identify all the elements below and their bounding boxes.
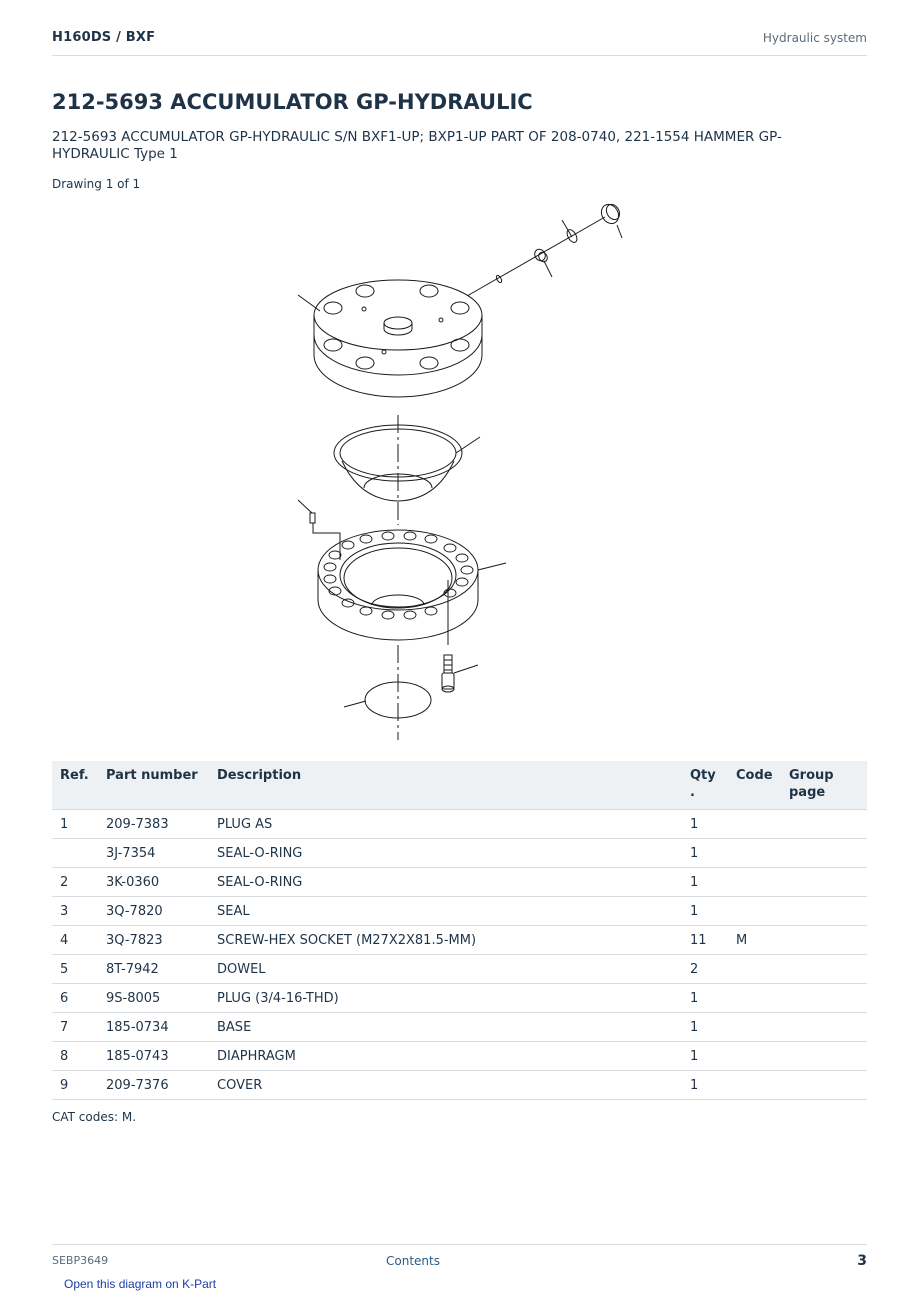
code-cell: [728, 839, 781, 868]
code-cell: M: [728, 926, 781, 955]
open-in-kpart-link[interactable]: Open this diagram on K-Part: [64, 1277, 217, 1291]
code-cell: [728, 984, 781, 1013]
ref-cell: 6: [52, 984, 98, 1013]
code-cell: [728, 868, 781, 897]
part-number-cell: 185-0734: [98, 1013, 209, 1042]
page-footer: [52, 1244, 867, 1274]
table-row: [52, 897, 867, 926]
group-page-cell: [781, 810, 867, 839]
part-number-cell: 185-0743: [98, 1042, 209, 1071]
code-cell: [728, 1071, 781, 1100]
description-cell: SCREW-HEX SOCKET (M27X2X81.5-MM): [209, 926, 682, 955]
ref-cell: 8: [52, 1042, 98, 1071]
group-page-cell: [781, 1042, 867, 1071]
ref-cell: 5: [52, 955, 98, 984]
col-qty-header: Qty .: [682, 761, 728, 810]
description-cell: SEAL-O-RING: [209, 839, 682, 868]
part-number-cell: 3K-0360: [98, 868, 209, 897]
page-number: 3: [857, 1253, 867, 1269]
description-cell: SEAL-O-RING: [209, 868, 682, 897]
document-id: SEBP3649: [52, 1254, 109, 1267]
part-number-cell: 9S-8005: [98, 984, 209, 1013]
code-cell: [728, 1013, 781, 1042]
col-part-number-header: Part number: [98, 761, 209, 810]
col-ref-header: Ref.: [52, 761, 98, 810]
col-code-header: Code: [728, 761, 781, 810]
contents-link[interactable]: Contents: [386, 1254, 440, 1268]
page-title: 212-5693 ACCUMULATOR GP-HYDRAULIC: [52, 90, 533, 114]
model-breadcrumb: H160DS / BXF: [52, 30, 156, 45]
group-page-cell: [781, 868, 867, 897]
section-label: Hydraulic system: [762, 31, 867, 45]
group-page-cell: [781, 897, 867, 926]
part-number-cell: 209-7376: [98, 1071, 209, 1100]
part-number-cell: 3Q-7820: [98, 897, 209, 926]
diaphragm-drawing: [334, 425, 480, 501]
qty-cell: 1: [682, 1042, 728, 1071]
description-cell: DIAPHRAGM: [209, 1042, 682, 1071]
cover-drawing: [298, 280, 482, 397]
code-cell: [728, 1042, 781, 1071]
exploded-parts-diagram: [280, 195, 640, 745]
table-header-row: [52, 761, 867, 810]
ref-cell: 7: [52, 1013, 98, 1042]
qty-cell: 11: [682, 926, 728, 955]
part-number-cell: 8T-7942: [98, 955, 209, 984]
table-row: [52, 1071, 867, 1100]
qty-cell: 1: [682, 897, 728, 926]
description-cell: BASE: [209, 1013, 682, 1042]
qty-cell: 1: [682, 839, 728, 868]
table-row: [52, 1013, 867, 1042]
ref-cell: 9: [52, 1071, 98, 1100]
qty-cell: 1: [682, 1013, 728, 1042]
page-header: [52, 28, 867, 56]
qty-cell: 1: [682, 1071, 728, 1100]
table-row: [52, 868, 867, 897]
part-number-cell: 3J-7354: [98, 839, 209, 868]
description-cell: PLUG AS: [209, 810, 682, 839]
code-cell: [728, 810, 781, 839]
part-number-cell: 3Q-7823: [98, 926, 209, 955]
col-description-header: Description: [209, 761, 682, 810]
ref-cell: [52, 839, 98, 868]
group-page-cell: [781, 1071, 867, 1100]
description-cell: COVER: [209, 1071, 682, 1100]
description-cell: PLUG (3/4-16-THD): [209, 984, 682, 1013]
qty-cell: 1: [682, 984, 728, 1013]
group-page-cell: [781, 926, 867, 955]
group-page-cell: [781, 839, 867, 868]
ref-cell: 2: [52, 868, 98, 897]
parts-table: [52, 761, 867, 1100]
plug-assembly-drawing: [460, 201, 622, 300]
table-row: [52, 955, 867, 984]
code-cell: [728, 897, 781, 926]
ref-cell: 4: [52, 926, 98, 955]
base-drawing: [318, 530, 506, 640]
qty-cell: 1: [682, 810, 728, 839]
table-row: [52, 810, 867, 839]
description-cell: SEAL: [209, 897, 682, 926]
group-page-cell: [781, 955, 867, 984]
table-row: [52, 984, 867, 1013]
group-page-cell: [781, 1013, 867, 1042]
cat-codes-note: CAT codes: M.: [52, 1110, 137, 1124]
col-group-page-header: Group page: [781, 761, 867, 810]
description-cell: DOWEL: [209, 955, 682, 984]
qty-cell: 2: [682, 955, 728, 984]
table-row: [52, 1042, 867, 1071]
table-row: [52, 839, 867, 868]
qty-cell: 1: [682, 868, 728, 897]
part-number-cell: 209-7383: [98, 810, 209, 839]
ref-cell: 3: [52, 897, 98, 926]
seal-drawing: [344, 682, 431, 718]
page-subtitle: 212-5693 ACCUMULATOR GP-HYDRAULIC S/N BXF1-UP; BXP1-UP PART OF 208-0740, 221-1554 HAMMER GP-HYDRAULIC Type 1: [52, 129, 782, 162]
group-page-cell: [781, 984, 867, 1013]
table-row: [52, 926, 867, 955]
code-cell: [728, 955, 781, 984]
drawing-count: Drawing 1 of 1: [52, 177, 141, 191]
ref-cell: 1: [52, 810, 98, 839]
